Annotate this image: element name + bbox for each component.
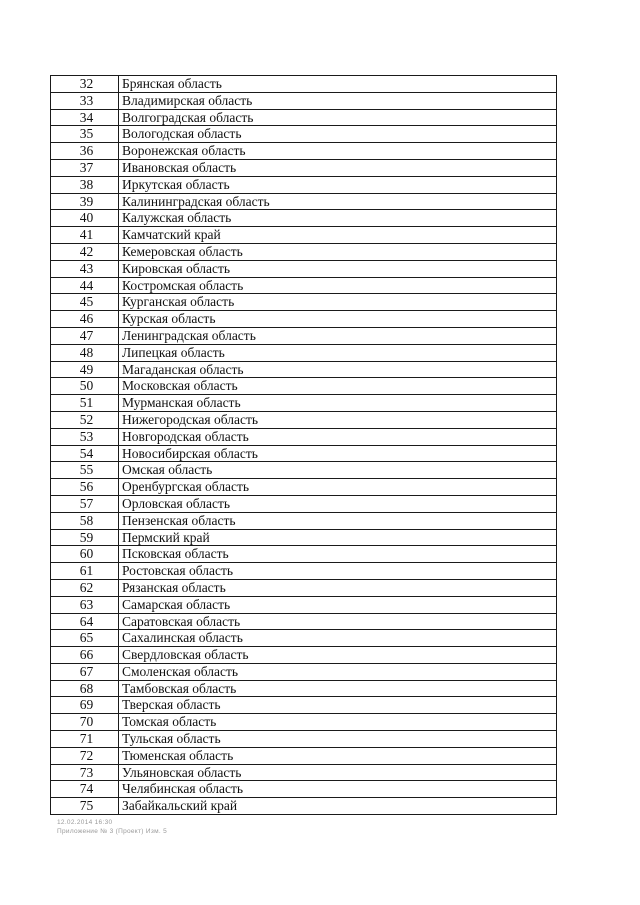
row-number-cell: 44 [51,277,119,294]
row-number-cell: 45 [51,294,119,311]
region-name-cell: Томская область [119,714,557,731]
row-number-cell: 39 [51,193,119,210]
region-name-cell: Липецкая область [119,344,557,361]
row-number-cell: 68 [51,680,119,697]
region-name-cell: Владимирская область [119,92,557,109]
row-number-cell: 61 [51,563,119,580]
row-number-cell: 65 [51,630,119,647]
region-name-cell: Воронежская область [119,143,557,160]
row-number-cell: 58 [51,512,119,529]
table-row [51,143,557,160]
table-row [51,563,557,580]
region-name-cell: Брянская область [119,76,557,93]
region-name-cell: Магаданская область [119,361,557,378]
region-name-cell: Пензенская область [119,512,557,529]
region-name-cell: Тверская область [119,697,557,714]
row-number-cell: 48 [51,344,119,361]
region-name-cell: Новгородская область [119,428,557,445]
region-name-cell: Курганская область [119,294,557,311]
row-number-cell: 70 [51,714,119,731]
table-row [51,277,557,294]
row-number-cell: 64 [51,613,119,630]
row-number-cell: 53 [51,428,119,445]
row-number-cell: 71 [51,731,119,748]
table-row [51,361,557,378]
row-number-cell: 51 [51,395,119,412]
table-row [51,781,557,798]
table-row [51,731,557,748]
row-number-cell: 59 [51,529,119,546]
region-name-cell: Иркутская область [119,176,557,193]
table-row [51,630,557,647]
table-row [51,227,557,244]
row-number-cell: 56 [51,479,119,496]
region-name-cell: Пермский край [119,529,557,546]
row-number-cell: 34 [51,109,119,126]
region-name-cell: Волгоградская область [119,109,557,126]
row-number-cell: 50 [51,378,119,395]
region-name-cell: Вологодская область [119,126,557,143]
row-number-cell: 55 [51,462,119,479]
table-row [51,327,557,344]
region-name-cell: Саратовская область [119,613,557,630]
table-row [51,462,557,479]
region-name-cell: Омская область [119,462,557,479]
region-name-cell: Тюменская область [119,747,557,764]
row-number-cell: 38 [51,176,119,193]
row-number-cell: 41 [51,227,119,244]
row-number-cell: 46 [51,311,119,328]
table-row [51,596,557,613]
region-name-cell: Оренбургская область [119,479,557,496]
table-row [51,445,557,462]
region-name-cell: Калининградская область [119,193,557,210]
table-row [51,579,557,596]
row-number-cell: 42 [51,243,119,260]
row-number-cell: 63 [51,596,119,613]
region-name-cell: Московская область [119,378,557,395]
table-row [51,193,557,210]
region-name-cell: Кировская область [119,260,557,277]
row-number-cell: 66 [51,647,119,664]
table-row [51,546,557,563]
table-row [51,159,557,176]
table-row [51,680,557,697]
row-number-cell: 75 [51,798,119,815]
region-name-cell: Сахалинская область [119,630,557,647]
region-name-cell: Свердловская область [119,647,557,664]
table-row [51,378,557,395]
row-number-cell: 67 [51,663,119,680]
table-row [51,243,557,260]
table-row [51,126,557,143]
row-number-cell: 43 [51,260,119,277]
table-row [51,495,557,512]
region-name-cell: Смоленская область [119,663,557,680]
table-row [51,512,557,529]
region-name-cell: Ленинградская область [119,327,557,344]
regions-table-body [51,76,557,815]
table-row [51,92,557,109]
region-name-cell: Новосибирская область [119,445,557,462]
row-number-cell: 73 [51,764,119,781]
region-name-cell: Рязанская область [119,579,557,596]
row-number-cell: 40 [51,210,119,227]
row-number-cell: 57 [51,495,119,512]
regions-table [50,75,557,815]
table-row [51,613,557,630]
row-number-cell: 62 [51,579,119,596]
row-number-cell: 37 [51,159,119,176]
table-row [51,109,557,126]
row-number-cell: 74 [51,781,119,798]
footer-note-line-1: 12.02.2014 16:30 [57,819,113,826]
row-number-cell: 35 [51,126,119,143]
table-row [51,697,557,714]
footer-note [57,818,167,836]
region-name-cell: Калужская область [119,210,557,227]
table-row [51,210,557,227]
table-row [51,344,557,361]
table-row [51,311,557,328]
region-name-cell: Тульская область [119,731,557,748]
region-name-cell: Орловская область [119,495,557,512]
table-row [51,663,557,680]
footer-note-line-2: Приложение № 3 (Проект) Изм. 5 [57,828,168,835]
row-number-cell: 49 [51,361,119,378]
region-name-cell: Самарская область [119,596,557,613]
table-row [51,260,557,277]
row-number-cell: 60 [51,546,119,563]
row-number-cell: 54 [51,445,119,462]
region-name-cell: Камчатский край [119,227,557,244]
region-name-cell: Тамбовская область [119,680,557,697]
table-row [51,764,557,781]
table-row [51,647,557,664]
region-name-cell: Ивановская область [119,159,557,176]
table-row [51,714,557,731]
region-name-cell: Мурманская область [119,395,557,412]
table-row [51,176,557,193]
table-row [51,76,557,93]
table-row [51,798,557,815]
region-name-cell: Ростовская область [119,563,557,580]
row-number-cell: 47 [51,327,119,344]
row-number-cell: 52 [51,411,119,428]
table-row [51,529,557,546]
region-name-cell: Кемеровская область [119,243,557,260]
region-name-cell: Челябинская область [119,781,557,798]
region-name-cell: Костромская область [119,277,557,294]
region-name-cell: Ульяновская область [119,764,557,781]
table-row [51,395,557,412]
row-number-cell: 36 [51,143,119,160]
row-number-cell: 72 [51,747,119,764]
row-number-cell: 32 [51,76,119,93]
table-row [51,428,557,445]
region-name-cell: Псковская область [119,546,557,563]
row-number-cell: 69 [51,697,119,714]
region-name-cell: Нижегородская область [119,411,557,428]
table-row [51,479,557,496]
row-number-cell: 33 [51,92,119,109]
region-name-cell: Курская область [119,311,557,328]
region-name-cell: Забайкальский край [119,798,557,815]
table-row [51,411,557,428]
table-row [51,294,557,311]
table-row [51,747,557,764]
